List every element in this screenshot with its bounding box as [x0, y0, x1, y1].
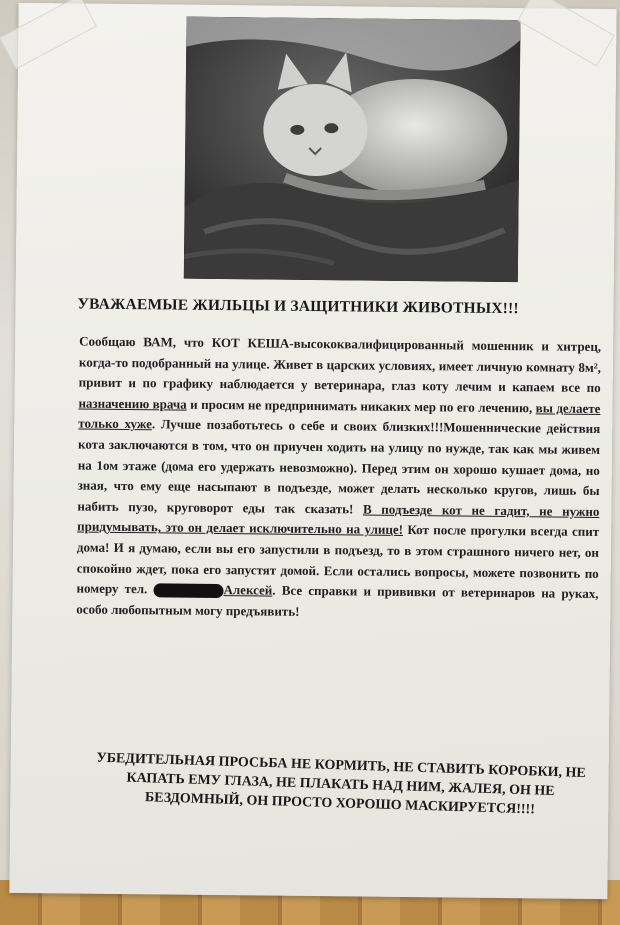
body-text-5: . Все справки и прививки от ветеринаров на руках, особо любопытным могу предъявить!	[76, 582, 599, 619]
body-text-3: . Лучше позаботьтесь о себе и своих близких!!!Мошеннические действия кота заключаются в том, что он приучен ходить на улицу по нужде, так как мы живем на 1ом этаже (дома его удержать невозможно). Перед этим он хорошо кушает дома, но зная, что ему еще насыпают в подъезде, может делать несколько кругов, лишь бы набить пузо, круговорот еды так сказать!	[77, 416, 601, 517]
underlined-phrase-worse: вы делаете только хуже	[78, 400, 601, 432]
notice-heading: УВАЖАЕМЫЕ ЖИЛЬЦЫ И ЗАЩИТНИКИ ЖИВОТНЫХ!!!	[77, 295, 519, 318]
notice-sheet	[9, 3, 616, 899]
redacted-phone	[153, 583, 223, 598]
underlined-name: Алексей	[223, 582, 273, 598]
underlined-phrase-doctor: назначению врача	[78, 395, 187, 412]
body-text-4: Кот после прогулки всегда спит дома! И я думаю, если вы его запустили в подъезд, то в этом страшного ничего нет, он спокойно ждет, пока его запустят домой. Если остались вопросы, можете позвонить по номеру тел.	[76, 522, 600, 597]
body-text-2: и просим не предпринимать никаких мер по его лечению,	[186, 396, 536, 416]
notice-plea: УБЕДИТЕЛЬНАЯ ПРОСЬБА НЕ КОРМИТЬ, НЕ СТАВИТЬ КОРОБКИ, НЕ КАПАТЬ ЕМУ ГЛАЗА, НЕ ПЛАКАТЬ НАД НИМ, ЖАЛЕЯ, ОН НЕ БЕЗДОМНЫЙ, ОН ПРОСТО ХОРОШО МАСКИРУЕТСЯ!!!!	[96, 750, 586, 818]
notice-body	[76, 332, 601, 626]
body-text-1: Сообщаю ВАМ, что КОТ КЕША-высококвалифицированный мошенник и хитрец, когда-то подобранный на улице. Живет в царских условиях, имеет личную комнату 8м², привит и по графику наблюдается у ветеринара, глаз коту лечим и капаем все по	[78, 333, 602, 396]
cat-photo	[184, 17, 521, 282]
underlined-phrase-entrance: В подъезде кот не гадит, не нужно придумывать, это он делает исключительно на улице!	[77, 501, 600, 538]
